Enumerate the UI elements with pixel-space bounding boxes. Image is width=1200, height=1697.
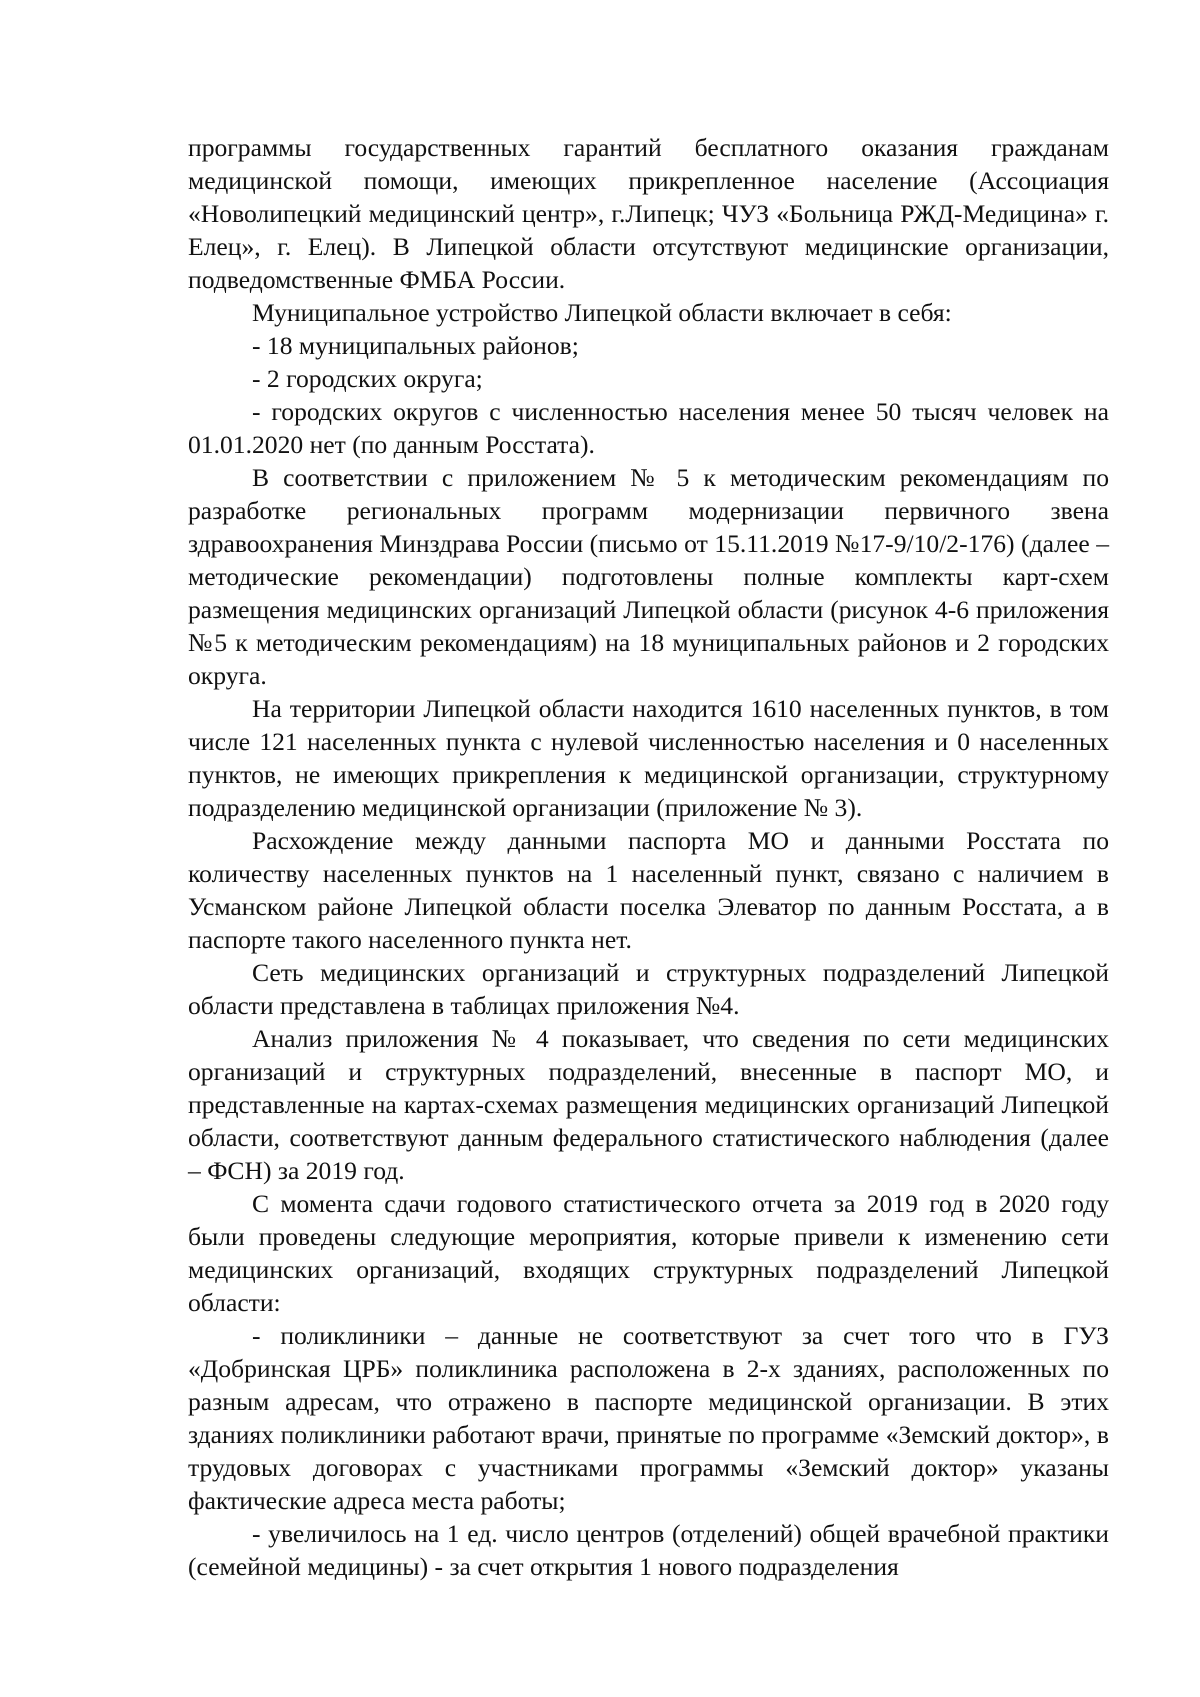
paragraph: С момента сдачи годового статистического отчета за 2019 год в 2020 году были проведены следующие мероприятия, которые привели к изменению сети медицинских организаций, входящих структурных подразделений Липецкой области: (188, 1189, 1109, 1317)
document-body (188, 131, 1109, 1583)
list-item: - 2 городских округа; (252, 364, 483, 393)
paragraph: На территории Липецкой области находится 1610 населенных пунктов, в том числе 121 населенных пункта с нулевой численностью населения и 0 населенных пунктов, не имеющих прикрепления к медицинской организации, структурному подразделению медицинской организации (приложение № 3). (188, 694, 1109, 822)
list-item: - городских округов с численностью населения менее 50 тысяч человек на 01.01.2020 нет (по данным Росстата). (188, 397, 1109, 459)
paragraph: Муниципальное устройство Липецкой области включает в себя: (252, 298, 952, 327)
list-item: - 18 муниципальных районов; (252, 331, 579, 360)
paragraph: Расхождение между данными паспорта МО и данными Росстата по количеству населенных пунктов на 1 населенный пункт, связано с наличием в Усманском районе Липецкой области поселка Элеватор по данным Росстата, а в паспорте такого населенного пункта нет. (188, 826, 1109, 954)
paragraph: В соответствии с приложением № 5 к методическим рекомендациям по разработке региональных программ модернизации первичного звена здравоохранения Минздрава России (письмо от 15.11.2019 №17-9/10/2-176) (далее – методические рекомендации) подготовлены полные комплекты карт-схем размещения медицинских организаций Липецкой области (рисунок 4-6 приложения №5 к методическим рекомендациям) на 18 муниципальных районов и 2 городских округа. (188, 463, 1109, 690)
paragraph: Сеть медицинских организаций и структурных подразделений Липецкой области представлена в таблицах приложения №4. (188, 958, 1109, 1020)
list-item: - поликлиники – данные не соответствуют за счет того что в ГУЗ «Добринская ЦРБ» поликлиника расположена в 2-х зданиях, расположенных по разным адресам, что отражено в паспорте медицинской организации. В этих зданиях поликлиники работают врачи, принятые по программе «Земский доктор», в трудовых договорах с участниками программы «Земский доктор» указаны фактические адреса места работы; (188, 1321, 1109, 1515)
list-item: - увеличилось на 1 ед. число центров (отделений) общей врачебной практики (семейной медицины) - за счет открытия 1 нового подразделения (188, 1519, 1109, 1581)
paragraph: программы государственных гарантий бесплатного оказания гражданам медицинской помощи, имеющих прикрепленное население (Ассоциация «Новолипецкий медицинский центр», г.Липецк; ЧУЗ «Больница РЖД-Медицина» г. Елец», г. Елец). В Липецкой области отсутствуют медицинские организации, подведомственные ФМБА России. (188, 133, 1109, 294)
paragraph: Анализ приложения № 4 показывает, что сведения по сети медицинских организаций и структурных подразделений, внесенные в паспорт МО, и представленные на картах-схемах размещения медицинских организаций Липецкой области, соответствуют данным федерального статистического наблюдения (далее – ФСН) за 2019 год. (188, 1024, 1109, 1185)
